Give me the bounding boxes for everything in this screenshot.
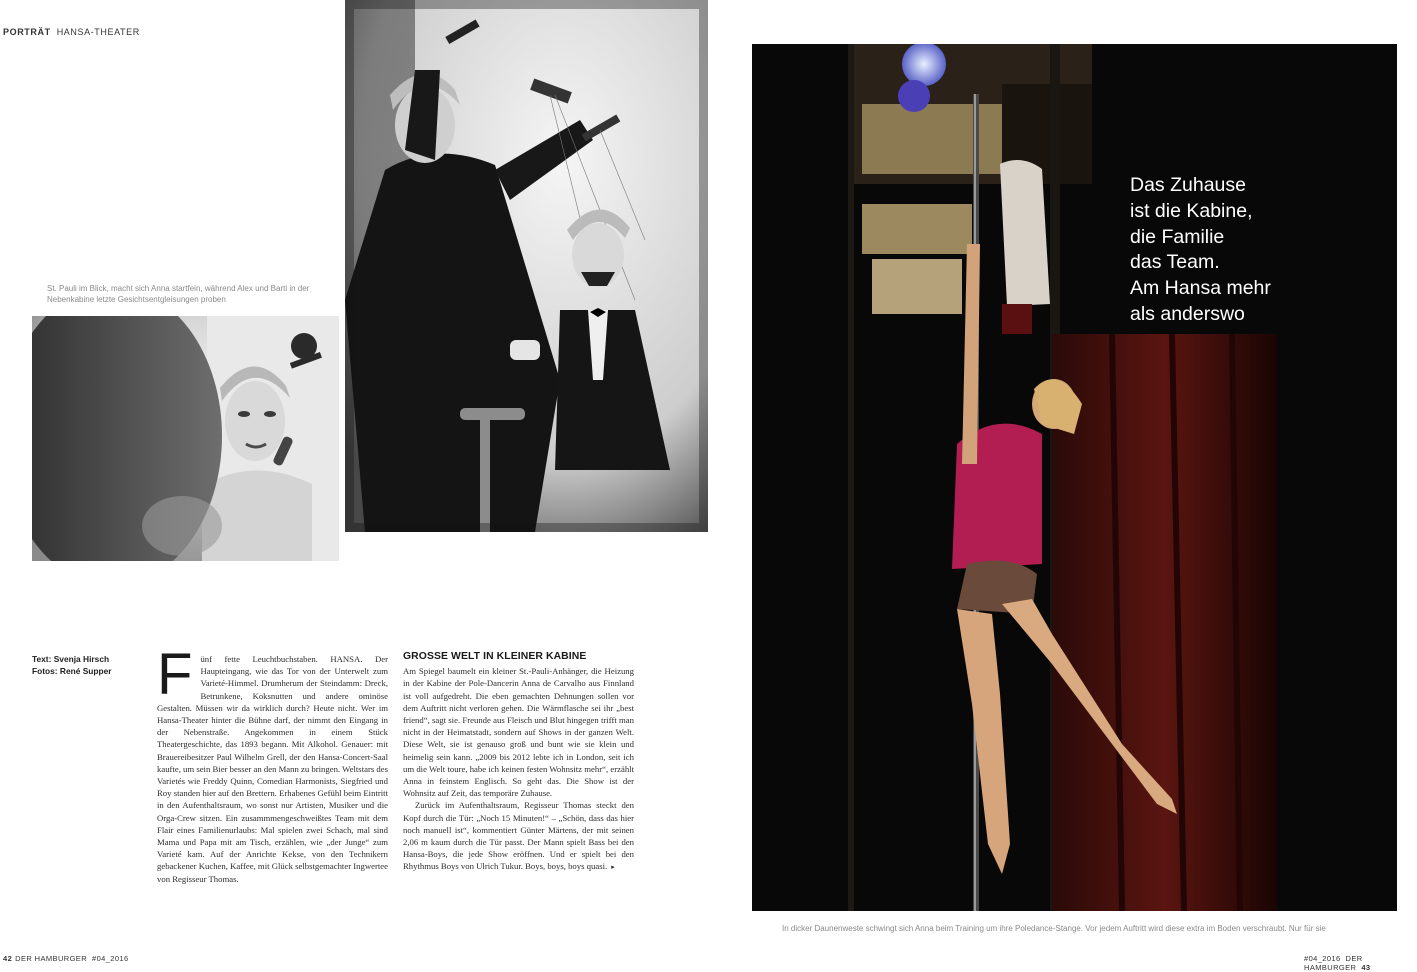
pullquote-line: das Team. bbox=[1130, 251, 1220, 274]
section-name: PORTRÄT bbox=[3, 27, 51, 37]
pullquote-line: Das Zuhause bbox=[1130, 174, 1246, 196]
magazine-name-right: DER HAMBURGER bbox=[1304, 954, 1363, 972]
section-label bbox=[3, 27, 140, 37]
issue-left: #04_2016 bbox=[92, 954, 129, 963]
magazine-name-left: DER HAMBURGER bbox=[15, 954, 88, 963]
pullquote-line: als anderswo bbox=[1130, 302, 1245, 325]
article-paragraph: Am Spiegel baumelt ein kleiner St.-Pauli-Anhänger, die Heizung in der Kabine der Pole-Dancerin Anna de Carvalho aus Finnland ist voll aufgedreht. Die eben gemachten Dehnungen sollen vor dem Auftritt nicht verloren gehen. Die Wärmflasche sei ihr „best friend“, sagt sie. Freunde aus Fleisch und Blut hingegen trifft man nicht in der Heimatstadt, sondern auf Shows in der ganzen Welt. Diese Welt, sie ist genauso groß und bunt wie sie klein und heimelig sein kann. „2009 bis 2012 lebte ich in London, seit ich um die Welt toure, habe ich keinen festen Wohnsitz mehr“, erzählt Anna in feinstem Englisch. So geht das. Die Show ist der Wohnsitz auf Zeit, das temporäre Zuhause. bbox=[403, 666, 634, 799]
folio-right bbox=[1304, 954, 1417, 972]
article-paragraph bbox=[403, 799, 634, 873]
folio-left bbox=[3, 954, 129, 963]
pullquote-line: Am Hansa mehr bbox=[1130, 277, 1271, 300]
photo-credit: Fotos: René Supper bbox=[32, 666, 112, 676]
pullquote-line: ist die Kabine, bbox=[1130, 199, 1253, 222]
article-column-2 bbox=[403, 651, 634, 874]
drop-cap: F bbox=[157, 642, 193, 707]
end-mark-icon: ▸ bbox=[611, 863, 615, 872]
page-number-left: 42 bbox=[3, 954, 13, 963]
article-paragraph: ünf fette Leuchtbuchstaben. HANSA. Der Haupteingang, wie das Tor von der Unterwelt zum Varieté-Himmel. Drumherum der Steindamm: Dreck, Betrunkene, Koksnutten und andere ominöse Gestalten. Müssen wir da wirklich durch? Heute nicht. Wer im Hansa-Theater hinter die Bühne darf, der nimmt den Eingang in der Nebenstraße. Angekommen in einem Stück Theatergeschichte, das 1893 begann. Mit Alkohol. Genauer: mit Brauereibesitzer Paul Wilhelm Grell, der den Hansa-Concert-Saal kaufte, um sein Bier besser an den Mann zu bringen. Weltstars des Varietés wie Freddy Quinn, Comedian Harmonists, Siegfried und Roy standen hier auf den Brettern. Erhabenes Gefühl beim Eintritt in den Aufenthaltsraum, wo sonst nur Artisten, Musiker und die Orga-Crew sitzen. Ein zusammmengeschweißtes Team mit dem Flair eines Familienurlaubs: Mal spielen zwei Schach, mal sind Mama und Papa mit am Tisch, erzählen, wie „der Junge“ zum Varieté kam. Auf der Anrichte Kekse, von den Technikern gebackener Kuchen, Kaffee, mit Glück selbstgemachter Ingwertee von Regisseur Thomas. bbox=[157, 654, 388, 884]
mirror-photo bbox=[32, 316, 339, 561]
text-credit: Text: Svenja Hirsch bbox=[32, 654, 110, 664]
article-column-1 bbox=[157, 642, 388, 885]
article-paragraph-text: Zurück im Aufenthaltsraum, Regisseur Thomas steckt den Kopf durch die Tür: „Noch 15 Minuten!“ – „Schön, dass das hier noch manuell ist“, kommentiert Günter Märtens, der mit seinen 2,06 m kaum durch die Tür passt. Der Mann spielt Bass bei den Hansa-Boys, die jede Show eröffnen. Und er spielt bei den Rhythmus Boys von Ulrich Tukur. Boys, boys, boys quasi. bbox=[403, 800, 634, 872]
mirror-photo-caption: St. Pauli im Blick, macht sich Anna startfein, während Alex und Barti in der Nebenkabine letzte Gesichtsentgleisungen proben bbox=[47, 284, 310, 304]
section-topic: HANSA-THEATER bbox=[56, 27, 140, 37]
puppeteer-photo bbox=[345, 0, 708, 532]
page-number-right: 43 bbox=[1361, 963, 1371, 972]
pullquote bbox=[1130, 173, 1370, 328]
article-subhead: GROSSE WELT IN KLEINER KABINE bbox=[403, 651, 587, 662]
issue-right: #04_2016 bbox=[1304, 954, 1341, 963]
pullquote-line: die Familie bbox=[1130, 225, 1225, 248]
credits bbox=[32, 653, 112, 677]
pole-photo-caption: In dicker Daunenweste schwingt sich Anna beim Training um ihre Poledance-Stange. Vor jedem Auftritt wird diese extra im Boden verschraubt. Nur für sie bbox=[782, 924, 1326, 933]
